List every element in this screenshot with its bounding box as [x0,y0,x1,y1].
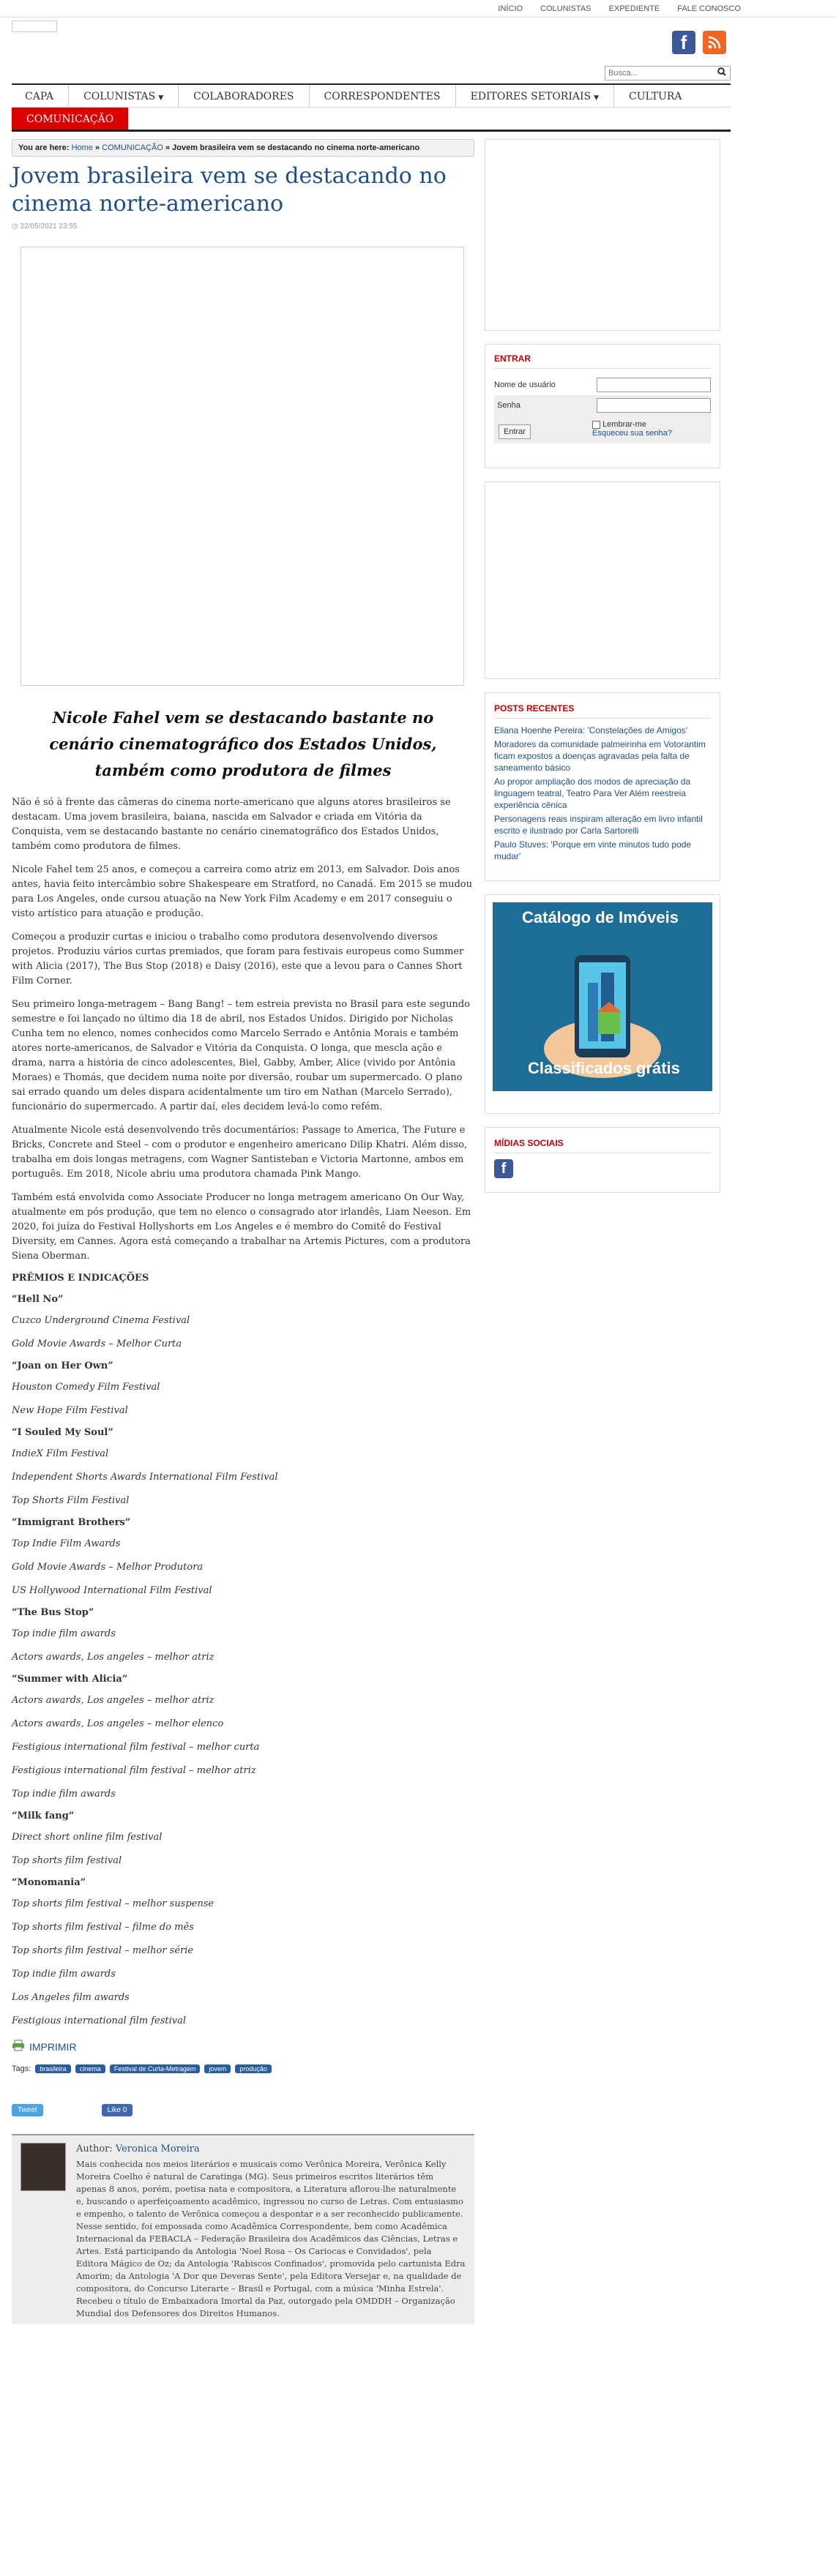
award-item: Top Indie Film Awards [12,1538,121,1549]
author-bio: Mais conhecida nos meios literários e musicais como Verônica Moreira, Verônica Kelly Moreira Coelho é natural de Caratinga (MG). Seus primeiros escritos literários têm apenas 8 anos, porém, poetisa nata e compositora, a Literatura aflorou-lhe naturalmente e, buscando o aperfeiçoamento acadêmico, ingressou no curso de Letras. Com entusiasmo e empenho, o talento de Verônica começou a despontar e a ser reconhecido publicamente. Nesse sentido, foi empossada como Acadêmica Correspondente, bem como Acadêmica Internacional da FEBACLA – Federação Brasileira dos Acadêmicos das Ciências, Letras e Artes. Está participando da Antologia 'Noel Rosa – Os Cariocas e Convidados', pela Editora Mágico de Oz; da Antologia 'Rabiscos Confinados', promovida pelo cartunista Edra Amorim; da Antologia 'A Dor que Deveras Sente', pela Editora Versejar e, na qualidade de compositora, do Concurso Literarte – Brasil e Portugal, com a música 'Minha Estrela'. Recebeu o título de Embaixadora Imortal da Paz, outorgado pela OMDDH – Organização Mundial dos Defensores dos Direitos Humanos. [76,2159,466,2318]
username-input[interactable] [597,378,711,392]
award-item: Festigious international film festival – melhor curta [12,1742,260,1753]
remember-checkbox[interactable] [592,421,600,429]
top-link-fale-conosco[interactable]: FALE CONOSCO [677,4,741,13]
ad-line2: Classificados grátis [528,1059,680,1077]
recent-post-link[interactable]: Moradores da comunidade palmeirinha em Votorantim ficam expostos a doenças agravadas pela falta de saneamento básico [494,739,706,773]
ad-line1: Catálogo de Imóveis [522,908,679,926]
author-label: Author: [76,2143,113,2154]
award-film-title: “I Souled My Soul” [12,1427,113,1438]
award-item: Cuzco Underground Cinema Festival [12,1315,190,1326]
nav-cultura[interactable]: CULTURA [629,91,682,102]
search-input[interactable] [605,67,714,79]
award-item: Actors awards, Los angeles – melhor atriz [12,1695,214,1706]
recent-post-link[interactable]: Eliana Hoenhe Pereira: 'Constelações de Amigos' [494,725,688,735]
nav-capa[interactable]: CAPA [12,85,69,107]
author-name[interactable]: Veronica Moreira [115,2143,200,2154]
main-nav [12,83,731,132]
share-buttons [12,2104,474,2116]
top-link-inicio[interactable]: INÍCIO [498,4,523,13]
award-film-title: “Hell No” [12,1294,64,1305]
login-button[interactable]: Entrar [499,424,531,439]
printer-icon [12,2039,25,2054]
award-item: Festigious international film festival [12,2015,187,2026]
rss-icon[interactable] [703,31,726,54]
ad-catalogo-imoveis[interactable] [493,902,712,1091]
nav-colunistas[interactable] [69,85,179,107]
post-date [12,222,474,231]
award-item: Festigious international film festival – melhor atriz [12,1765,256,1776]
author-box [12,2134,474,2324]
award-film-title: “Monomania” [12,1877,86,1888]
page-title: Jovem brasileira vem se destacando no cinema norte-americano [12,163,447,217]
recent-post-link[interactable]: Ao propor ampliação dos modos de apreciação da linguagem teatral, Teatro Para Ver Além reestreia experiência cênica [494,776,691,810]
recent-post-link[interactable]: Personagens reais inspiram alteração em livro infantil escrito e ilustrado por Carla Sartorelli [494,814,703,836]
username-label: Nome de usuário [494,381,556,389]
nav-editores-setoriais[interactable] [456,85,614,107]
tags [12,2064,474,2073]
facebook-icon[interactable]: f [494,1159,513,1178]
breadcrumb-current: Jovem brasileira vem se destacando no cinema norte-americano [172,143,420,152]
award-item: Actors awards, Los angeles – melhor elenco [12,1718,224,1729]
article-column [12,139,474,2324]
nav-colunistas-label: COLUNISTAS [83,91,156,102]
top-link-expediente[interactable]: EXPEDIENTE [608,4,660,13]
video-embed[interactable] [20,247,464,686]
award-film-title: “The Bus Stop” [12,1607,94,1618]
award-item: Top shorts film festival [12,1855,122,1866]
post-date-text: 22/05/2021 23:55 [20,222,78,231]
remember-label: Lembrar-me [602,420,646,429]
breadcrumb-sep: » [94,143,100,152]
award-item: Direct short online film festival [12,1832,163,1843]
award-film-title: “Milk fang” [12,1811,75,1821]
award-item: Top shorts film festival – melhor série [12,1945,194,1956]
sidebar [485,139,720,1206]
print-label: IMPRIMIR [29,2040,77,2053]
tag[interactable]: jovem [204,2064,231,2073]
breadcrumb [12,139,474,157]
social-widget [485,1127,720,1193]
tag[interactable]: produção [235,2064,272,2073]
award-item: New Hope Film Festival [12,1405,128,1416]
site-logo[interactable] [12,20,57,32]
award-item: Top indie film awards [12,1628,116,1639]
password-label: Senha [497,401,520,410]
paragraph: Também está envolvida como Associate Producer no longa metragem americano On Our Way, atualmente em pós produção, que tem no elenco o consagrado ator irlandês, Liam Neeson. Em 2020, foi juíza do Festival Hollyshorts em Los Angeles e é membro do Comitê do Festival Diversity, em Cannes. Agora está começando a trabalhar na Artemis Pictures, com a produtora Siena Oberman. [12,1192,471,1262]
awards-heading: PRÊMIOS E INDICAÇÕES [12,1273,149,1284]
search-box [605,66,731,80]
clock-icon: ◷ [12,222,20,231]
ad-slot-middle [485,482,720,679]
article-subtitle: Nicole Fahel vem se destacando bastante no cenário cinematográfico dos Estados Unidos, também como produtora de filmes [49,708,437,779]
forgot-password-link[interactable]: Esqueceu sua senha? [592,429,672,438]
avatar [20,2143,66,2191]
breadcrumb-sep: » [165,143,171,152]
social-title: MÍDIAS SOCIAIS [494,1138,711,1153]
header [0,18,836,73]
nav-correspondentes[interactable]: CORRESPONDENTES [310,85,456,107]
recent-post-link[interactable]: Paulo Stuves: 'Porque em vinte minutos tudo pode mudar' [494,839,692,861]
award-film-title: “Joan on Her Own” [12,1360,113,1371]
login-title: ENTRAR [494,353,711,369]
award-item: Gold Movie Awards – Melhor Curta [12,1338,182,1349]
print-button[interactable] [12,2039,474,2054]
ad-banner [485,894,720,1114]
nav-comunicacao[interactable]: COMUNICAÇÃO [12,108,128,130]
award-item: Top shorts film festival – melhor suspense [12,1898,214,1909]
paragraph: Começou a produzir curtas e iniciou o trabalho como produtora desenvolvendo diversos projetos. Produziu vários curtas premiados, que foram para festivais europeus como Summer with Alicia (2017), The Bus Stop (2018) e Daisy (2016), este que a levou para o Cannes Short Film Corner. [12,932,464,986]
breadcrumb-prefix: You are here: [18,143,70,152]
ad-slot-top [485,139,720,331]
tag[interactable]: Festival de Curta-Metragem [110,2064,201,2073]
facebook-like-button[interactable]: Like 0 [102,2104,133,2116]
paragraph: Seu primeiro longa-metragem – Bang Bang! – tem estreia prevista no Brasil para este segundo semestre e foi lançado no último dia 18 de abril, nos Estados Unidos. Dirigido por Nicholas Cunha tem no elenco, nomes conhecidos como Marcelo Serrado e Antônia Morais e também atores norte-americanos, de Salvador e Vitória da Conquista. O longa, que mescla ação e drama, narra a história de cinco adolescentes, Biel, Gabby, Amber, Alice (vivido por Antônia Moraes) e Thomás, que decidem numa noite por diversão, roubar um supermercado. O plano sai errado quando um deles dispara acidentalmente um tiro em Nathan (Marcelo Serrado), funcionário do supermercado. A partir daí, eles decidem levá-lo como refém. [12,999,470,1112]
login-widget [485,344,720,468]
nav-editores-label: EDITORES SETORIAIS [470,91,591,102]
facebook-icon[interactable]: f [672,31,695,54]
search-icon[interactable] [714,67,730,79]
award-item: Top Shorts Film Festival [12,1495,130,1506]
award-item: Gold Movie Awards – Melhor Produtora [12,1562,204,1573]
header-social [672,31,726,54]
awards-list [12,1294,474,2029]
award-item: Houston Comedy Film Festival [12,1382,160,1393]
award-item: IndieX Film Festival [12,1448,109,1459]
nav-colaboradores[interactable]: COLABORADORES [179,85,309,107]
password-input[interactable] [597,398,711,413]
tweet-button[interactable]: Tweet [12,2104,43,2116]
tags-label: Tags: [12,2064,31,2073]
award-item: Los Angeles film awards [12,1992,130,2003]
award-item: US Hollywood International Film Festival [12,1585,212,1596]
award-film-title: “Summer with Alicia” [12,1674,128,1685]
chevron-down-icon: ▼ [594,94,600,102]
paragraph: Nicole Fahel tem 25 anos, e começou a carreira como atriz em 2013, em Salvador. Dois anos antes, havia feito intercâmbio sobre Shakespeare em Stratford, no Canadá. Em 2015 se mudou para Los Angeles, onde cursou atuação na New York Film Academy e em 2017 conseguiu o visto artístico para atuação e produção. [12,864,473,919]
tag[interactable]: brasileira [35,2064,71,2073]
breadcrumb-home[interactable]: Home [71,143,93,152]
top-links [0,0,836,18]
tag[interactable]: cinema [75,2064,105,2073]
paragraph: Atualmente Nicole está desenvolvendo três documentários: Passage to America, The Future e Bricks, Concrete and Steel – com o produtor e engenheiro americano Dilip Khatri. Além disso, trabalha em dois longas metragens, com Wagner Santisteban e Victoria Martonne, ambos em português. Em 2018, Nicole abriu uma produtora chamada Pink Mango. [12,1125,468,1180]
breadcrumb-section[interactable]: COMUNICAÇÃO [102,143,163,152]
paragraph: Não é só à frente das câmeras do cinema norte-americano que alguns atores brasileiros se destacam. Uma jovem brasileira, baiana, nascida em Salvador e criada em Vitória da Conquista, vem se destacando bastante no cenário cinematográfico dos Estados Unidos, também como produtora de filmes. [12,797,451,852]
chevron-down-icon: ▼ [158,94,164,102]
award-item: Top indie film awards [12,1789,116,1800]
recent-posts-title: POSTS RECENTES [494,703,711,719]
award-item: Independent Shorts Awards International Film Festival [12,1472,278,1483]
recent-posts [485,692,720,881]
award-item: Top indie film awards [12,1969,116,1980]
top-link-colunistas[interactable]: COLUNISTAS [540,4,591,13]
award-item: Actors awards, Los angeles – melhor atriz [12,1652,214,1663]
award-film-title: “Immigrant Brothers” [12,1517,131,1528]
award-item: Top shorts film festival – filme do mês [12,1922,194,1933]
